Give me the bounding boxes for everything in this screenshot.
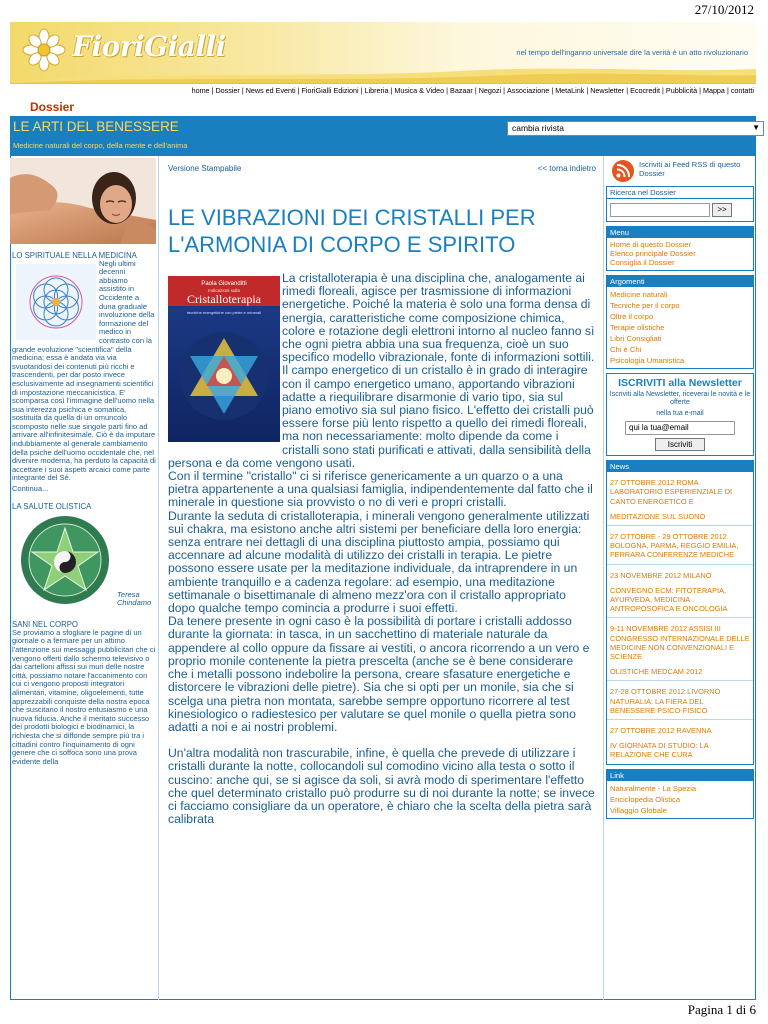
nav-link[interactable]: Newsletter: [590, 86, 625, 95]
back-link[interactable]: << torna indietro: [537, 164, 596, 173]
news-detail: MEDITAZIONE SUL SUONO: [610, 511, 706, 521]
nav-link[interactable]: Bazaar: [450, 86, 473, 95]
rss-text: Iscriviti ai Feed RSS di questo Dossier: [639, 160, 741, 178]
site-logo[interactable]: FioriGialli: [72, 30, 226, 63]
topics-box: [606, 275, 754, 369]
nav-separator: |: [241, 86, 244, 95]
nav-link[interactable]: home: [191, 86, 210, 95]
continue-link[interactable]: Continua...: [12, 484, 49, 494]
rss-feed-link[interactable]: [606, 158, 754, 184]
nav-separator: |: [626, 86, 629, 95]
section-header: [10, 116, 760, 156]
news-detail: CONVEGNO ECM: FITOTERAPIA, AYURVEDA, MEDICINA ANTROPOSOFICA E ONCOLOGIA: [610, 585, 728, 614]
nav-separator: |: [390, 86, 393, 95]
topic-item[interactable]: Terapie olistiche: [610, 322, 665, 332]
news-item[interactable]: [607, 720, 753, 764]
topic-item[interactable]: Psicologia Umanistica: [610, 355, 685, 365]
article-title: LE VIBRAZIONI DEI CRISTALLI PER L'ARMONIA DI CORPO E SPIRITO: [168, 205, 536, 257]
left-article-text: Negli ultimi decenni abbiamo assistito in Occidente a duna graduale involuzione della formazione del medico in contrasto con la grande evoluzione "scientifica" della medicina; essa è andata via via svuotandosi dei contenuti più ricchi e trascendenti, per dar posto invece esclusivamente ad insegnamenti scientifici di impostazione meccanicistica. E' scomparsa così l'immagine dell'uomo nella sua interezza psichica e somatica, sostituita da quella di un omuncolo scomposto nelle sue singole parti fino ad arrivare all'infinitesimale. Ciò è da imputare indubbiamente al generale cambiamento della psiche dell'uomo occidentale che, nel divenire moderna, ha perduto la capacità di accettare i suoi aspetti arcaici come parte integrante del Sé.: [12, 258, 156, 483]
news-headline: 23 NOVEMBRE 2012 MILANO: [610, 570, 712, 580]
left-section-title[interactable]: SANI NEL CORPO: [12, 619, 78, 629]
magazine-select-value: cambia rivista: [512, 123, 564, 133]
news-box: [606, 460, 754, 764]
nav-separator: |: [297, 86, 300, 95]
print-version-link[interactable]: Versione Stampabile: [168, 164, 242, 173]
news-item[interactable]: [607, 526, 753, 565]
book-top-line: Indicazioni sulla: [208, 288, 240, 293]
nav-link[interactable]: FioriGialli Edizioni: [301, 86, 359, 95]
nav-link[interactable]: Ecocredit: [630, 86, 661, 95]
site-tagline: nel tempo dell'inganno universale dire la verità è un atto rivoluzionario: [516, 48, 748, 57]
topic-item[interactable]: Oltre il corpo: [610, 311, 654, 321]
column-divider: [158, 156, 159, 1000]
dossier-search-input[interactable]: [610, 203, 710, 217]
news-headline: 27 OTTOBRE - 29 OTTOBRE 2012 BOLOGNA, PARMA, REGGIO EMILIA, FERRARA CONFERENZE MEDICHE: [610, 531, 739, 560]
rss-icon: [610, 160, 636, 182]
topic-item[interactable]: Libri Consigliati: [610, 333, 662, 343]
holistic-emblem-image: [16, 514, 114, 606]
newsletter-box: [606, 373, 754, 457]
news-item[interactable]: [607, 681, 753, 720]
nav-separator: |: [699, 86, 701, 95]
nav-link[interactable]: Mappa: [702, 86, 725, 95]
dossier-search-box: [606, 186, 754, 222]
menu-box: [606, 226, 754, 271]
book-subtitle: tecniche energetiche con pietre e minerali: [186, 310, 262, 315]
book-title: Cristalloterapia: [187, 292, 261, 306]
newsletter-label: nella tua e-mail: [656, 409, 704, 417]
news-item[interactable]: [607, 618, 753, 681]
link-item[interactable]: Naturalmente - La Spezia: [610, 783, 697, 793]
article-paragraph: Un'altra modalità non trascurabile, infine, è quella che prevede di utilizzare i cristalli durante la notte, collocandoli sul comodino vicino alla testa o sotto il cuscino: anche qui, se si agisce da soli, si avrà modo di sperimentare l'effetto che quel determinato cristallo può produrre su di noi durante la notte; se invece ci facciamo consigliare da un operatore, è chiaro che la scelta della pietra sarà calibrata: [168, 746, 595, 827]
nav-separator: |: [211, 86, 214, 95]
menu-item[interactable]: Home di questo Dossier: [610, 240, 692, 249]
menu-item[interactable]: Consiglia il Dossier: [610, 258, 675, 268]
links-box: [606, 769, 754, 819]
nav-link[interactable]: Associazione: [506, 86, 550, 95]
news-headline: 9-11 NOVEMBRE 2012 ASSISI III CONGRESSO INTERNAZIONALE DELLE MEDICINE NON CONVENZIONALI E SCIENZE: [610, 624, 750, 661]
nav-separator: |: [360, 86, 363, 95]
page-number: Pagina 1 di 6: [687, 1002, 756, 1017]
nav-separator: |: [726, 86, 729, 95]
book-author: Paola Giovanditti: [201, 281, 247, 287]
topic-item[interactable]: Tecniche per il corpo: [610, 300, 680, 310]
flower-of-life-image: [16, 264, 96, 340]
site-banner: [10, 22, 756, 84]
section-title: LE ARTI DEL BENESSERE: [13, 119, 179, 134]
topic-item[interactable]: Chi è Chi: [610, 344, 642, 354]
massage-woman-image: [10, 158, 156, 244]
article-paragraph: Da tenere presente in ogni caso è la possibilità di portare i cristalli addosso durante la giornata: in tasca, in un sacchettino di materiale naturale da appendere al collo oppure da fissare ai vestiti, o ancora ricorrendo a un vero e proprio monile contenente la pietra prescelta (anche se è bene considerare che i metalli possono indebolire la persona, creare sfasature energetiche e distorcere le vibrazioni delle pietre). Sia che si opti per un monile, sia che si scelga una pietra non montata, sarebbe sempre opportuno ricorrere al test kinesiologico o radiestesico per valutare se quel monile o quella pietra sono adatti a noi e ai nostri problemi.: [168, 614, 590, 734]
news-headline: 27 OTTOBRE 2012 RAVENNA: [610, 725, 712, 735]
search-submit-button[interactable]: >>: [712, 203, 732, 217]
print-date: 27/10/2012: [694, 2, 754, 17]
menu-item[interactable]: Elenco principale Dossier: [610, 249, 696, 259]
chevron-down-icon: ▼: [752, 123, 760, 132]
nav-link[interactable]: Negozi: [478, 86, 502, 95]
nav-separator: |: [662, 86, 664, 95]
news-headline: 27-28 OTTOBRE 2012 LIVORNO NATURALIA: LA FIERA DEL BENESSERE PSICO-FISICO: [610, 687, 721, 715]
column-divider: [603, 156, 604, 1000]
menu-box-title: Menu: [607, 227, 753, 238]
nav-link[interactable]: contatti: [730, 86, 754, 95]
banner-wave-decoration: [10, 65, 756, 83]
cristalloterapia-book-cover: [168, 276, 280, 442]
newsletter-subscribe-button[interactable]: Iscriviti: [655, 438, 705, 451]
right-sidebar: [606, 158, 754, 823]
left-section-title[interactable]: LA SALUTE OLISTICA: [12, 501, 92, 511]
news-item[interactable]: [607, 472, 753, 526]
nav-link[interactable]: Dossier: [215, 86, 240, 95]
links-box-title: Link: [607, 770, 753, 781]
article-author: Teresa Chindamo: [117, 589, 152, 608]
section-subtitle: Medicine naturali del corpo, della mente e dell'anima: [13, 141, 188, 150]
nav-separator: |: [551, 86, 554, 95]
topic-item[interactable]: Medicine naturali: [610, 289, 668, 299]
news-item[interactable]: [607, 565, 753, 619]
search-box-title: Ricerca nel Dossier: [607, 187, 753, 199]
link-item[interactable]: Enciclopedia Olistica: [610, 794, 681, 804]
nav-separator: |: [503, 86, 505, 95]
nav-link[interactable]: MetaLink: [555, 86, 585, 95]
nav-link[interactable]: Musica & Video: [394, 86, 445, 95]
left-column: [12, 158, 156, 766]
news-headline: 27 OTTOBRE 2012 ROMA LABORATORIO ESPERIENZIALE DI CANTO ENERGETICO E: [610, 478, 733, 506]
news-detail: IV GIORNATA DI STUDIO: LA RELAZIONE CHE CURA: [610, 741, 709, 760]
left-article-text: Se proviamo a sfogliare le pagine di un giornale o a fermare per un attimo l'attenzione sui messaggi pubblicitari che ci vengono offerti dallo schermo televisivo o dai cartelloni affissi sui muri delle nostre città, possiamo notare l'accanimento con cui ci vengono proposti integratori alimentari, vitamine, oligoelementi, tutte apprezzabili conquiste della nostra epoca che suscitano il nostro entusiasmo e una nuova fiducia. Anche il meritato successo dei prodotti biologici e biodinamici, la richiesta che si diffonde sempre più tra i cittadini contro l'inquinamento di ogni genere che ci soffoca sono una prova evidente della: [12, 627, 156, 766]
article-paragraph: La cristalloterapia è una disciplina che, analogamente ai rimedi floreali, agisce per trasmissione di informazioni energetiche. Poiché la materia è solo una forma densa di energia, caratteristiche come composizione chimica, colore e rotazione degli elettroni intorno al nucleo fanno sì che ogni pietra abbia una sua frequenza, cioè un suo specifico modello vibrazionale, fonte di informazioni sottili. Il campo energetico di un cristallo è in grado di interagire con il campo energetico umano, apportando vibrazioni adatte a riequilibrare disarmonie di vario tipo, sia sul piano emotivo sia sul piano fisico. L'effetto dei cristalli può essere forse più lento rispetto a quello dei rimedi floreali, ma non necessariamente: molto dipende da come i cristalli sono stati purificati e attivati, dalla sensibilità della persona e da come vengono usati.: [168, 271, 595, 470]
nav-separator: |: [586, 86, 589, 95]
nav-link[interactable]: Libreria: [364, 86, 389, 95]
newsletter-email-input[interactable]: qui la tua@email: [625, 421, 735, 435]
topics-box-title: Argomenti: [607, 276, 753, 287]
news-box-title: News: [607, 461, 753, 472]
nav-link[interactable]: News ed Eventi: [245, 86, 296, 95]
nav-separator: |: [474, 86, 477, 95]
magazine-select[interactable]: [507, 121, 764, 136]
left-section-title[interactable]: LO SPIRITUALE NELLA MEDICINA: [12, 250, 137, 260]
newsletter-text: Iscriviti alla Newsletter, riceverai le novità e le offerte: [609, 390, 751, 407]
link-item[interactable]: Villaggio Globale: [610, 805, 667, 815]
nav-separator: |: [446, 86, 449, 95]
top-navigation: [38, 86, 756, 98]
news-detail: OLISTICHE MEDCAM 2012: [610, 667, 703, 677]
newsletter-title: ISCRIVITI alla Newsletter: [618, 376, 742, 389]
nav-link[interactable]: Pubblicità: [665, 86, 698, 95]
article-paragraph: Durante la seduta di cristalloterapia, i minerali vengono generalmente utilizzati sui chakra, ma esistono anche altri sistemi per beneficiare della loro energia: senza entrare nei dettagli di una disciplina piuttosto ampia, possiamo qui accennare ad alcune modalità di utilizzo dei cristalli in terapia. Le pietre possono essere usate per la meditazione individuale, da intraprendere in un ambiente tranquillo e a cadenza regolare: ad esempio, una meditazione settimanale o bisettimanale di almeno mezz'ora con il cristallo appropriato dopo qualche tempo comincia a produrre i suoi effetti.: [168, 508, 590, 616]
main-article: [168, 164, 596, 826]
article-paragraph: Con il termine "cristallo" ci si riferisce genericamente a un quarzo o a una pietra appartenente a una qualsiasi famiglia, indipendentemente dal fatto che il minerale in questione sia provvisto o no di veri e propri cristalli.: [168, 469, 593, 510]
dossier-label: Dossier: [30, 100, 75, 114]
